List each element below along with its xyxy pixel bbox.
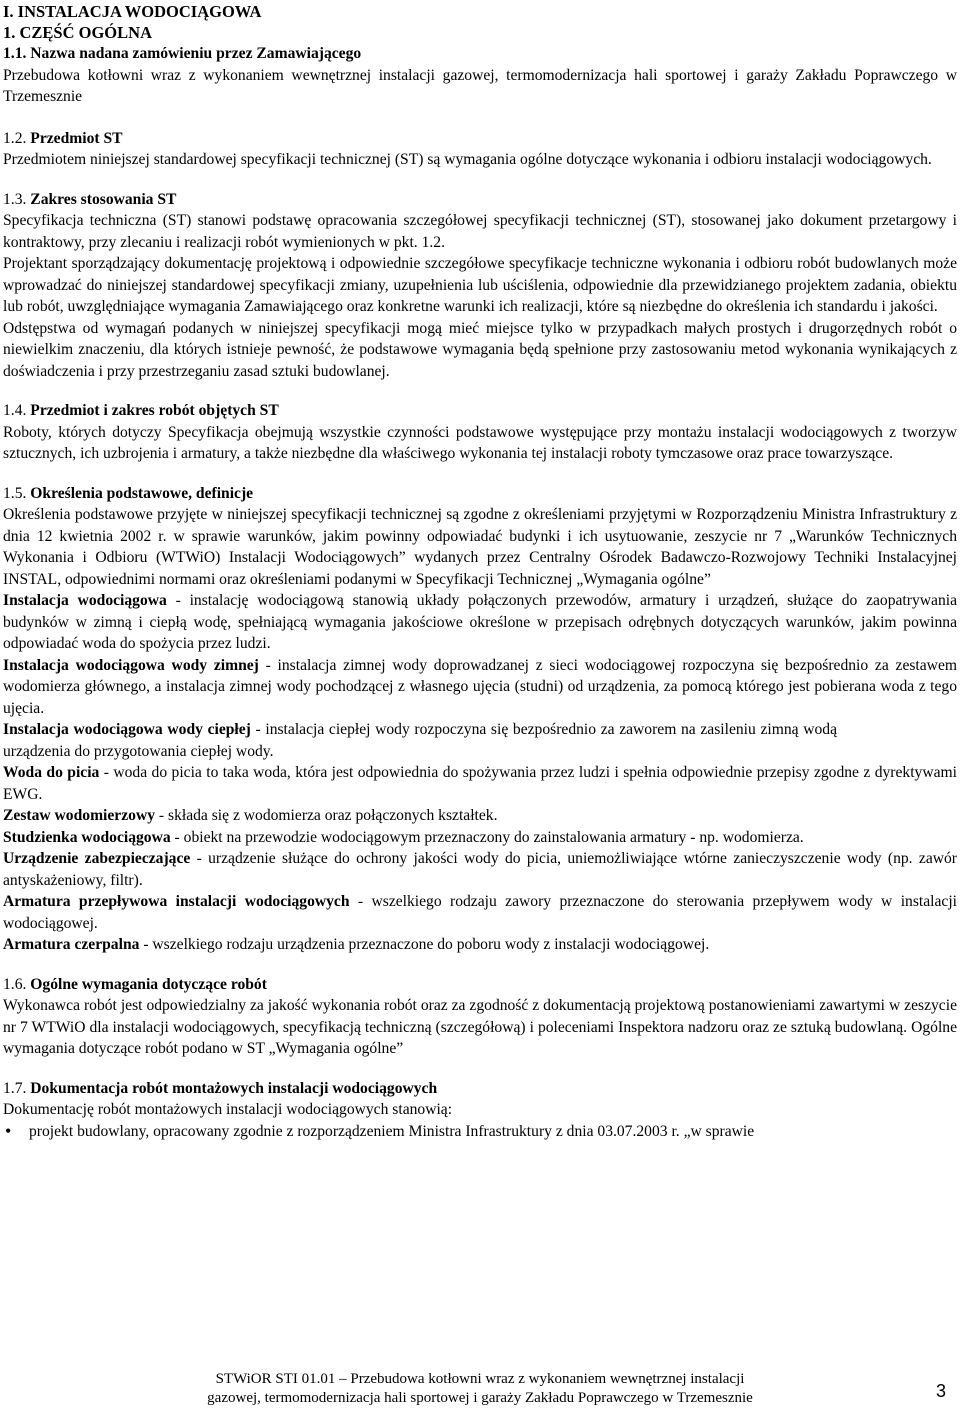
definition-item xyxy=(3,762,957,805)
definition-term: Woda do picia xyxy=(3,764,100,781)
definition-text: - instalacja ciepłej wody rozpoczyna się bezpośrednio za zaworem na zasileniu zimną wodą urządzenia do przygotowania ciepłej wody. xyxy=(3,721,837,760)
definition-text: - urządzenie służące do ochrony jakości wody do picia, uniemożliwiające wtórne zanieczyszczenie wody (np. zawór antyskażeniowy, filtr). xyxy=(3,850,957,889)
section-1-3-paragraph-3: Odstępstwa od wymagań podanych w niniejszej specyfikacji mogą mieć miejsce tylko w przypadkach małych prostych i drugorzędnych robót o niewielkim znaczeniu, dla których istnieje pewność, że podstawowe wymagania będą spełnione przy zastosowaniu metod wykonania wynikających z doświadczenia i przy przestrzeganiu zasad sztuki budowlanej. xyxy=(3,319,957,380)
page-number: 3 xyxy=(935,1381,946,1401)
section-1-4-text: Roboty, których dotyczy Specyfikacja obejmują wszystkie czynności podstawowe występujące przy montażu instalacji wodociągowych z tworzyw sztucznych, ich uzbrojenia i armatury, a także niezbędne dla właściwego wykonania tej instalacji roboty tymczasowe oraz prace towarzyszące. xyxy=(3,423,957,462)
section-1-5-number: 1.5. xyxy=(3,484,27,502)
definition-item xyxy=(3,590,957,655)
documentation-list xyxy=(3,1121,957,1143)
section-1-7-title: Dokumentacja robót montażowych instalacji wodociągowych xyxy=(26,1079,438,1097)
definition-term: Instalacja wodociągowa wody zimnej xyxy=(3,656,259,674)
definition-text: - wszelkiego rodzaju zawory przeznaczone do sterowania przepływem wody w instalacji wodociągowej. xyxy=(3,893,957,932)
section-1-5-title: Określenia podstawowe, definicje xyxy=(26,484,254,502)
section-1-7-number: 1.7. xyxy=(3,1079,27,1097)
section-1-4-title: Przedmiot i zakres robót objętych ST xyxy=(26,402,279,419)
section-1-5-intro: Określenia podstawowe przyjęte w niniejszej specyfikacji technicznej są zgodne z określeniami przyjętymi w Rozporządzeniu Ministra Infrastruktury z dnia 12 kwietnia 2002 r. w sprawie warunków, jakim powinny odpowiadać budynki i ich usytuowanie, zeszycie nr 7 „Warunków Technicznych Wykonania i Odbioru (WTWiO) Instalacji Wodociągowych” wydanych przez Centralny Ośrodek Badawczo-Rozwojowy Techniki Instalacyjnej INSTAL, odpowiednimi normami oraz określeniami podanymi w Specyfikacji Technicznej „Wymagania ogólne” xyxy=(3,506,957,588)
definition-term: Studzienka wodociągowa xyxy=(3,828,171,846)
definition-item xyxy=(3,934,957,956)
section-1-1-title: 1.1. Nazwa nadana zamówieniu przez Zamawiającego xyxy=(3,45,362,62)
definition-term: Urządzenie zabezpieczające xyxy=(3,850,191,867)
section-1-7-intro: Dokumentację robót montażowych instalacji wodociągowych stanowią: xyxy=(3,1101,453,1118)
section-1-3-paragraph-2: Projektant sporządzający dokumentację projektową i odpowiednie szczegółowe specyfikacje techniczne wykonania i odbioru robót budowlanych może wprowadzać do niniejszej standardowej specyfikacji zmiany, uzupełnienia lub uściślenia, odpowiednie dla przewidzianego projektem zadania, obiektu lub robót, uwzględniające wymagania Zamawiającego oraz konkretne warunki ich realizacji, które są niezbędne do określenia ich standardu i jakości. xyxy=(3,255,957,315)
section-1-4-number: 1.4. xyxy=(3,402,27,419)
definition-term: Zestaw wodomierzowy xyxy=(3,807,156,824)
definition-text: - składa się z wodomierza oraz połączonych kształtek. xyxy=(155,807,498,824)
section-1-2-text: Przedmiotem niniejszej standardowej specyfikacji technicznej (ST) są wymagania ogólne dotyczące wykonania i odbioru instalacji wodociągowych. xyxy=(3,151,932,168)
document-page xyxy=(3,1,957,1142)
section-1-6-number: 1.6. xyxy=(3,975,27,993)
section-1-4-heading xyxy=(3,400,957,422)
section-1-2-number: 1.2. xyxy=(3,129,27,147)
definition-item xyxy=(3,848,957,891)
definition-text: - woda do picia to taka woda, która jest odpowiednia do spożywania przez ludzi i spełnia odpowiednie przepisy zgodne z dyrektywami EWG. xyxy=(3,764,957,803)
section-1-2-title: Przedmiot ST xyxy=(26,129,123,147)
page-footer xyxy=(0,1370,960,1408)
footer-line-1: STWiOR STI 01.01 – Przebudowa kotłowni wraz z wykonaniem wewnętrznej instalacji xyxy=(215,1371,745,1387)
section-1-5-heading xyxy=(3,483,957,505)
definition-term: Instalacja wodociągowa xyxy=(3,592,167,609)
definition-term: Armatura przepływowa instalacji wodociągowych xyxy=(3,893,350,910)
definition-item xyxy=(3,827,957,849)
document-title: I. INSTALACJA WODOCIĄGOWA xyxy=(3,2,262,21)
list-item: • projekt budowlany, opracowany zgodnie z rozporządzeniem Ministra Infrastruktury z dnia 03.07.2003 r. „w sprawie xyxy=(3,1121,957,1143)
section-1-7-heading xyxy=(3,1078,957,1100)
section-1-6-text: Wykonawca robót jest odpowiedzialny za jakość wykonania robót oraz za zgodność z dokumentacją projektową postanowieniami zawartymi w zeszycie nr 7 WTWiO dla instalacji wodociągowych, specyfikacją techniczną (szczegółową) i poleceniami Inspektora nadzoru oraz ze sztuką budowlaną. Ogólne wymagania dotyczące robót podano w ST „Wymagania ogólne” xyxy=(3,997,957,1057)
section-1-6-heading xyxy=(3,974,957,996)
definition-term: Instalacja wodociągowa wody ciepłej xyxy=(3,721,251,738)
definition-text: - instalację wodociągową stanowią układy połączonych przewodów, armatury i urządzeń, służące do zaopatrywania budynków w zimną i ciepłą wodę, spełniającą wymagania jakościowe określone w przepisach odrębnych dotyczących warunków, jakim powinna odpowiadać woda do spożycia przez ludzi. xyxy=(3,592,957,652)
definition-term: Armatura czerpalna xyxy=(3,936,140,953)
definition-item xyxy=(3,655,957,720)
part-title: 1. CZĘŚĆ OGÓLNA xyxy=(3,23,152,42)
definition-item xyxy=(3,805,957,827)
section-1-3-paragraph-1: Specyfikacja techniczna (ST) stanowi podstawę opracowania szczegółowej specyfikacji technicznej (ST), stosowanej jako dokument przetargowy i kontraktowy, przy zlecaniu i realizacji robót wymienionych w pkt. 1.2. xyxy=(3,212,957,251)
footer-line-2: gazowej, termomodernizacja hali sportowej i garaży Zakładu Poprawczego w Trzemesznie xyxy=(207,1390,753,1406)
definition-text: - instalacja zimnej wody doprowadzanej z sieci wodociągowej rozpoczyna się bezpośrednio za zestawem wodomierza głównego, a instalacja zimnej wody pochodzącej z własnego ujęcia (studni) od urządzenia, za pomocą którego jest pobierana woda z tego ujęcia. xyxy=(3,656,957,717)
section-1-1-text: Przebudowa kotłowni wraz z wykonaniem wewnętrznej instalacji gazowej, termomodernizacja hali sportowej i garaży Zakładu Poprawczego w Trzemesznie xyxy=(3,66,957,105)
definition-text: - wszelkiego rodzaju urządzenia przeznaczone do poboru wody z instalacji wodociągowej. xyxy=(139,936,710,953)
section-1-3-number: 1.3. xyxy=(3,190,27,208)
definition-text: - obiekt na przewodzie wodociągowym przeznaczony do zainstalowania armatury - np. wodomierza. xyxy=(170,828,804,846)
section-1-6-title: Ogólne wymagania dotyczące robót xyxy=(26,975,267,993)
section-1-3-title: Zakres stosowania ST xyxy=(26,190,177,208)
section-1-3-heading xyxy=(3,189,957,211)
section-1-2-heading xyxy=(3,128,957,150)
definition-item xyxy=(3,891,957,934)
definition-item xyxy=(3,719,957,762)
